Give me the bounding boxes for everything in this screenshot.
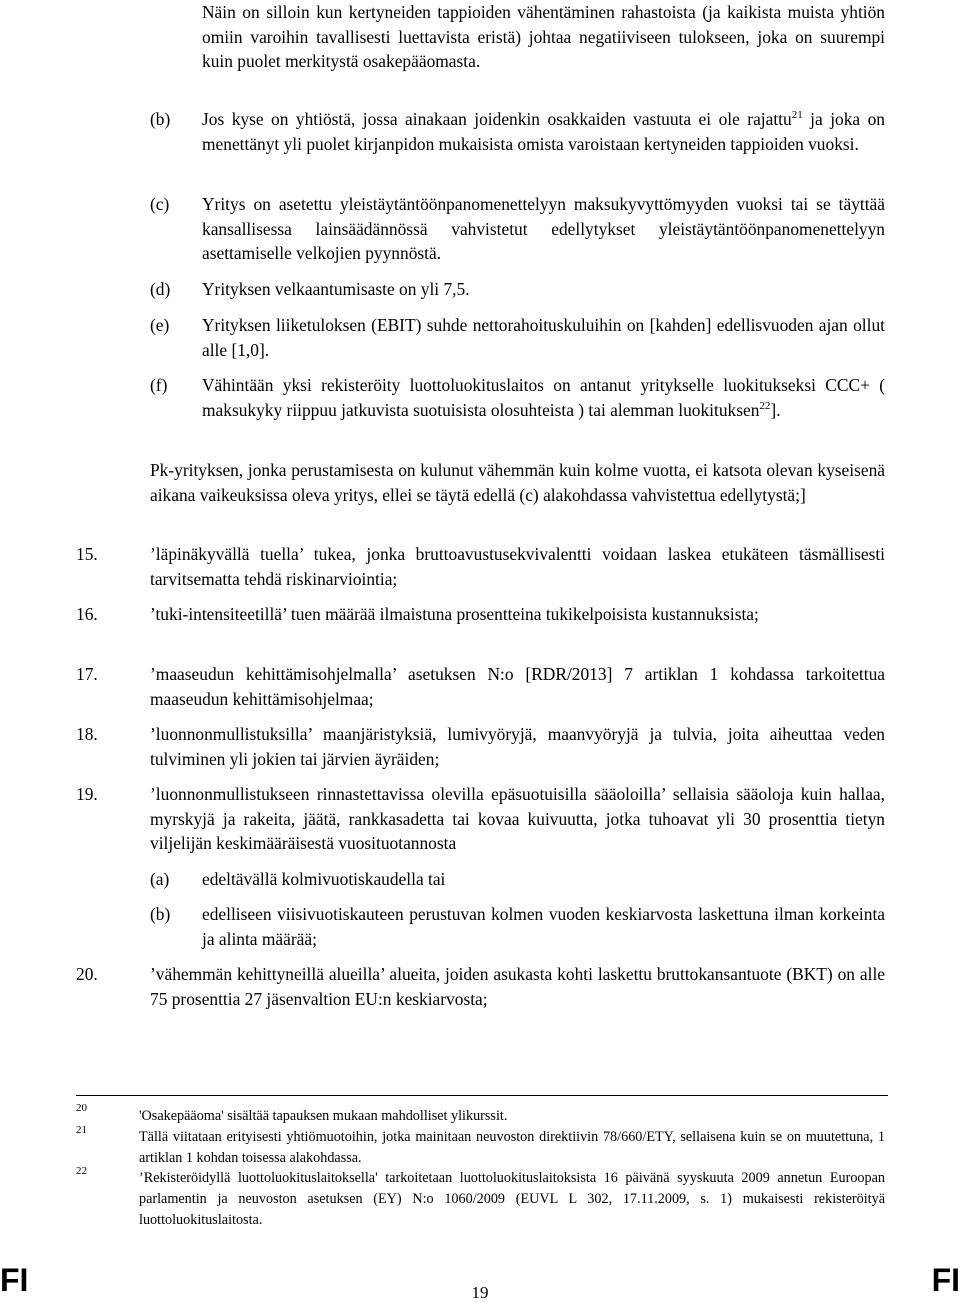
condition-c: Yritys on asetettu yleistäytäntöönpanomenettelyyn maksukyvyttömyyden vuoksi tai se täyttää kansallisessa lainsäädännössä vahvistetut edellytykset yleistäytäntöönpanomenettelyyn asettamiselle velkojien pyynnöstä. — [202, 194, 885, 264]
sub-item-label-a: (a) — [150, 869, 170, 889]
footnote-separator — [76, 1095, 888, 1096]
definition-number-16: 16. — [76, 604, 98, 624]
definition-number-15: 15. — [76, 544, 98, 564]
intro-paragraph: Näin on silloin kun kertyneiden tappioiden vähentäminen rahastoista (ja kaikista muista yhtiön omiin varoihin tavallisesti luettavista eristä) johtaa negatiiviseen tulokseen, joka on suurempi kuin puolet merkitystä osakepääomasta. — [202, 2, 885, 72]
definition-number-18: 18. — [76, 724, 98, 744]
condition-f-text-after: ]. — [770, 399, 781, 420]
footnote-number-21: 21 — [76, 1124, 87, 1136]
footnote-22: ’Rekisteröidyllä luottoluokituslaitoksella' tarkoitetaan luottoluokituslaitoksista 16 päivänä syyskuuta 2009 annetun Euroopan parlamentin ja neuvoston asetuksen (EY) N:o 1060/2009 (EUVL L 302, 17.11.2009, s. 1) mukaisesti rekisteröityä luottoluokituslaitosta. — [139, 1170, 885, 1228]
sme-paragraph: Pk-yrityksen, jonka perustamisesta on kulunut vähemmän kuin kolme vuotta, ei katsota olevan kyseisenä aikana vaikeuksissa oleva yritys, ellei se täytä edellä (c) alakohdassa vahvistettua edellytystä;] — [150, 460, 885, 505]
condition-d: Yrityksen velkaantumisaste on yli 7,5. — [202, 279, 470, 299]
condition-label-f: (f) — [150, 375, 168, 395]
definition-number-20: 20. — [76, 964, 98, 984]
footnote-20: 'Osakepääoma' sisältää tapauksen mukaan mahdolliset ylikurssit. — [139, 1108, 508, 1124]
page-number: 19 — [471, 1283, 489, 1302]
footnote-number-20: 20 — [76, 1102, 87, 1114]
definition-17: ’maaseudun kehittämisohjelmalla’ asetuksen N:o [RDR/2013] 7 artiklan 1 kohdassa tarkoitettua maaseudun kehittämisohjelmaa; — [150, 664, 885, 709]
definition-19: ’luonnonmullistukseen rinnastettavissa olevilla epäsuotuisilla sääoloilla’ sellaisia sääoloja kuin hallaa, myrskyjä ja rakeita, jäätä, rankkasadetta tai kovaa kuivuutta, jotka tuhoavat yli 30 prosenttia tietyn viljelijän keskimääräisestä vuosituotannosta — [150, 784, 885, 854]
sub-item-b: edelliseen viisivuotiskauteen perustuvan kolmen vuoden keskiarvosta laskettuna ilman korkeinta ja alinta määrää; — [202, 904, 885, 949]
condition-label-d: (d) — [150, 279, 171, 299]
footnote-number-22: 22 — [76, 1165, 87, 1177]
condition-f — [202, 373, 885, 422]
definition-15: ’läpinäkyvällä tuella’ tukea, jonka bruttoavustusekvivalentti voidaan laskea etukäteen täsmällisesti tarvitsematta tehdä riskinarviointia; — [150, 544, 885, 589]
condition-b — [202, 107, 885, 156]
footnote-21: Tällä viitataan erityisesti yhtiömuotoihin, jotka mainitaan neuvoston direktiivin 78/660/ETY, sellaisena kuin se on muutettuna, 1 artiklan 1 kohdan toisessa alakohdassa. — [139, 1129, 885, 1166]
definition-18: ’luonnonmullistuksilla’ maanjäristyksiä, lumivyöryjä, maanvyöryjä ja tulvia, joita aiheuttaa veden tulviminen yli jokien tai järvien äyräiden; — [150, 724, 885, 769]
definition-20: ’vähemmän kehittyneillä alueilla’ alueita, joiden asukasta kohti laskettu bruttokansantuote (BKT) on alle 75 prosenttia 27 jäsenvaltion EU:n keskiarvosta; — [150, 964, 885, 1009]
definition-16: ’tuki-intensiteetillä’ tuen määrää ilmaistuna prosentteina tukikelpoisista kustannuksista; — [150, 604, 759, 624]
footnote-ref-21: 21 — [791, 109, 803, 122]
language-code-right: FI — [931, 1262, 960, 1298]
condition-label-e: (e) — [150, 315, 170, 335]
language-code-left: FI — [0, 1262, 29, 1298]
definition-number-19: 19. — [76, 784, 98, 804]
condition-label-b: (b) — [150, 109, 171, 129]
condition-e: Yrityksen liiketuloksen (EBIT) suhde nettorahoituskuluihin on [kahden] edellisvuoden ajan ollut alle [1,0]. — [202, 315, 885, 360]
definition-number-17: 17. — [76, 664, 98, 684]
condition-b-text-after: ja joka on menettänyt yli puolet kirjanpidon mukaisista omista varoistaan kertyneiden tappioiden vuoksi. — [202, 109, 885, 154]
sub-item-label-b: (b) — [150, 904, 171, 924]
condition-b-text: Jos kyse on yhtiöstä, jossa ainakaan joidenkin osakkaiden vastuuta ei ole rajattu — [202, 109, 792, 129]
footnote-ref-22: 22 — [759, 399, 771, 412]
condition-label-c: (c) — [150, 194, 170, 214]
condition-f-text: Vähintään yksi rekisteröity luottoluokituslaitos on antanut yritykselle luokitukseksi CCC+ ( maksukyky riippuu jatkuvista suotuisista olosuhteista ) tai alemman luokituksen — [202, 375, 885, 420]
sub-item-a: edeltävällä kolmivuotiskaudella tai — [202, 869, 446, 889]
